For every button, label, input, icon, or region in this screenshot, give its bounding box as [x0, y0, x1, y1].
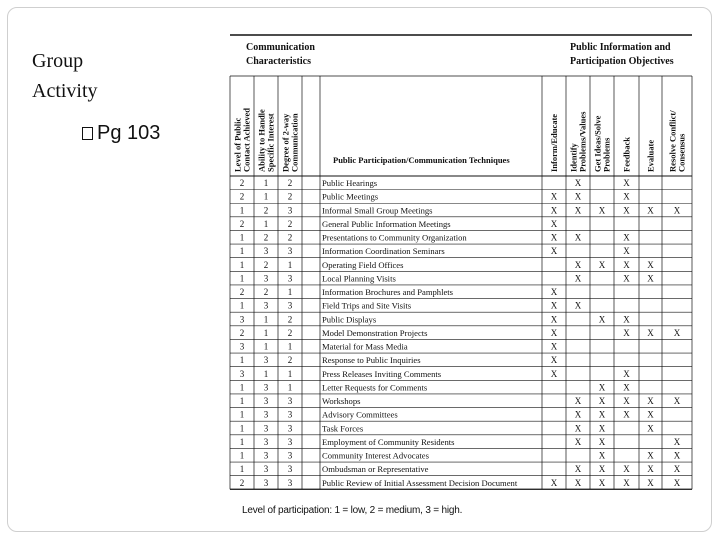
objective-mark: X: [647, 327, 654, 338]
objective-mark: X: [623, 396, 630, 407]
rating-cell: 3: [287, 464, 293, 475]
objective-header-5-line: Evaluate: [645, 139, 656, 172]
objective-mark: X: [647, 423, 654, 434]
characteristic-header-1: [233, 108, 252, 172]
characteristic-header-2-line: Specific Interest: [265, 113, 276, 172]
objective-mark: X: [623, 205, 630, 216]
technique-name: Workshops: [322, 396, 361, 407]
objective-mark: X: [550, 246, 558, 257]
characteristic-header-3-line: Degree of 2-way: [280, 113, 291, 172]
objective-mark: X: [598, 464, 606, 475]
technique-name: General Public Information Meetings: [322, 218, 451, 229]
rating-cell: 3: [263, 246, 269, 257]
objective-header-4-line: Feedback: [621, 137, 632, 172]
objective-header-4: [622, 137, 632, 172]
rating-cell: 1: [263, 327, 269, 338]
rating-cell: 1: [263, 191, 269, 202]
rating-cell: 3: [239, 341, 245, 352]
objective-mark: X: [574, 273, 582, 284]
objective-mark: X: [623, 409, 630, 420]
technique-name: Information Coordination Seminars: [322, 246, 445, 257]
rating-cell: 2: [239, 477, 245, 488]
objective-mark: X: [574, 191, 582, 202]
objective-mark: X: [574, 300, 582, 311]
objective-mark: X: [550, 355, 558, 366]
objective-mark: X: [623, 464, 630, 475]
rating-cell: 1: [239, 232, 245, 243]
characteristic-header-1-line: Level of Public: [232, 117, 243, 172]
objective-mark: X: [574, 205, 582, 216]
objective-mark: X: [623, 477, 630, 488]
objective-mark: X: [598, 436, 606, 447]
objective-mark: X: [550, 205, 558, 216]
objective-header-3: [593, 115, 612, 172]
rating-cell: 2: [287, 314, 293, 325]
rating-cell: 3: [263, 396, 269, 407]
table-footnote: Level of participation: 1 = low, 2 = medium, 3 = high.: [242, 505, 463, 516]
objective-mark: X: [598, 450, 606, 461]
rating-cell: 1: [239, 300, 245, 311]
technique-column-header: Public Participation/Communication Techniques: [333, 155, 510, 165]
objective-mark: X: [574, 436, 582, 447]
technique-name: Public Hearings: [322, 178, 378, 189]
rating-cell: 1: [287, 287, 293, 298]
rating-cell: 1: [239, 259, 245, 270]
rating-cell: 1: [239, 409, 245, 420]
rating-cell: 1: [287, 341, 293, 352]
objective-mark: X: [574, 259, 582, 270]
objective-header-5: [646, 140, 656, 172]
rating-cell: 3: [287, 423, 293, 434]
technique-name: Local Planning Visits: [322, 273, 396, 284]
characteristic-header-2: [257, 109, 276, 172]
rating-cell: 2: [239, 327, 245, 338]
rating-cell: 3: [263, 355, 269, 366]
technique-name: Community Interest Advocates: [322, 450, 429, 461]
title-line-2: Activity: [32, 80, 98, 102]
rating-cell: 1: [239, 423, 245, 434]
objective-mark: X: [623, 273, 630, 284]
characteristic-header-3-line: Communication: [289, 113, 300, 172]
objective-mark: X: [574, 477, 582, 488]
objective-mark: X: [647, 409, 654, 420]
rating-cell: 1: [239, 246, 245, 257]
objective-mark: X: [647, 464, 654, 475]
rating-cell: 2: [287, 355, 293, 366]
rating-cell: 2: [287, 218, 293, 229]
bullet-box-icon: [82, 127, 93, 140]
objective-mark: X: [623, 246, 630, 257]
objective-mark: X: [598, 259, 606, 270]
rating-cell: 1: [239, 355, 245, 366]
objective-mark: X: [550, 232, 558, 243]
rating-cell: 1: [239, 464, 245, 475]
rating-cell: 1: [239, 450, 245, 461]
objective-mark: X: [623, 368, 630, 379]
technique-name: Information Brochures and Pamphlets: [322, 287, 454, 298]
rating-cell: 1: [239, 273, 245, 284]
objective-mark: X: [574, 423, 582, 434]
objective-mark: X: [550, 341, 558, 352]
objective-header-6: [668, 110, 687, 172]
technique-name: Advisory Committees: [322, 409, 398, 420]
slide-title: [32, 46, 98, 106]
group-header-left-line1: Communication: [246, 42, 315, 53]
rating-cell: 1: [239, 205, 245, 216]
objective-header-2-line: Problems/Values: [577, 111, 588, 172]
rating-cell: 1: [263, 368, 269, 379]
group-header-right-line1: Public Information and: [570, 42, 671, 53]
objective-mark: X: [673, 327, 681, 338]
rating-cell: 2: [287, 232, 293, 243]
rating-cell: 3: [287, 450, 293, 461]
rating-cell: 2: [239, 178, 245, 189]
rating-cell: 3: [287, 396, 293, 407]
technique-name: Press Releases Inviting Comments: [322, 368, 442, 379]
rating-cell: 1: [263, 178, 269, 189]
rating-cell: 2: [263, 205, 269, 216]
objective-mark: X: [647, 205, 654, 216]
rating-cell: 2: [263, 259, 269, 270]
technique-name: Ombudsman or Representative: [322, 464, 429, 475]
objective-mark: X: [598, 396, 606, 407]
objective-mark: X: [550, 191, 558, 202]
rating-cell: 1: [287, 382, 293, 393]
objective-mark: X: [673, 477, 681, 488]
rating-cell: 2: [263, 287, 269, 298]
technique-name: Informal Small Group Meetings: [322, 205, 433, 216]
objective-mark: X: [574, 232, 582, 243]
technique-name: Public Displays: [322, 314, 377, 325]
rating-cell: 3: [263, 409, 269, 420]
rating-cell: 2: [287, 327, 293, 338]
objective-mark: X: [647, 259, 654, 270]
rating-cell: 3: [263, 450, 269, 461]
objective-mark: X: [623, 382, 630, 393]
rating-cell: 3: [263, 273, 269, 284]
rating-cell: 3: [263, 436, 269, 447]
objective-mark: X: [598, 314, 606, 325]
characteristic-header-2-line: Ability to Handle: [256, 109, 267, 172]
objective-mark: X: [574, 396, 582, 407]
technique-name: Presentations to Community Organization: [322, 232, 467, 243]
objective-header-2-line: Identify: [568, 143, 579, 172]
rating-cell: 2: [239, 287, 245, 298]
objective-mark: X: [598, 477, 606, 488]
rating-cell: 3: [287, 477, 293, 488]
technique-name: Public Meetings: [322, 191, 379, 202]
objective-mark: X: [550, 218, 558, 229]
objective-mark: X: [598, 409, 606, 420]
rating-cell: 2: [263, 232, 269, 243]
objective-mark: X: [574, 409, 582, 420]
bullet-item: [82, 122, 160, 145]
objective-header-6-line: Resolve Conflict/: [667, 110, 678, 172]
technique-name: Public Review of Initial Assessment Decision Document: [322, 477, 518, 488]
rating-cell: 1: [263, 314, 269, 325]
objective-header-2: [569, 111, 588, 172]
table-grid: [212, 31, 704, 501]
technique-name: Material for Mass Media: [322, 341, 408, 352]
objective-header-3-line: Get Ideas/Solve: [592, 115, 603, 172]
objective-mark: X: [598, 205, 606, 216]
rating-cell: 2: [287, 191, 293, 202]
characteristic-header-3: [281, 113, 300, 172]
objective-header-1: [549, 114, 559, 172]
rating-cell: 1: [287, 368, 293, 379]
rating-cell: 3: [263, 300, 269, 311]
rating-cell: 2: [287, 178, 293, 189]
objective-mark: X: [673, 396, 681, 407]
rating-cell: 3: [287, 300, 293, 311]
characteristic-header-1-line: Contact Achieved: [241, 108, 252, 172]
rating-cell: 1: [263, 341, 269, 352]
objective-mark: X: [673, 450, 681, 461]
technique-name: Operating Field Offices: [322, 259, 404, 270]
objective-mark: X: [623, 232, 630, 243]
objective-mark: X: [623, 191, 630, 202]
technique-name: Response to Public Inquiries: [322, 355, 421, 366]
rating-cell: 1: [239, 382, 245, 393]
technique-name: Letter Requests for Comments: [322, 382, 428, 393]
objective-mark: X: [550, 368, 558, 379]
rating-cell: 3: [239, 314, 245, 325]
rating-cell: 3: [263, 464, 269, 475]
bullet-text: Pg 103: [97, 122, 161, 144]
objective-header-3-line: Problems: [601, 137, 612, 172]
objective-mark: X: [623, 178, 630, 189]
objective-header-6-line: Consensus: [676, 133, 687, 172]
objective-mark: X: [550, 314, 558, 325]
objective-mark: X: [550, 327, 558, 338]
rating-cell: 3: [287, 409, 293, 420]
rating-cell: 3: [287, 436, 293, 447]
objective-mark: X: [550, 287, 558, 298]
rating-cell: 3: [287, 246, 293, 257]
objective-mark: X: [647, 477, 654, 488]
objective-mark: X: [647, 450, 654, 461]
technique-name: Task Forces: [322, 423, 364, 434]
objective-mark: X: [673, 436, 681, 447]
rating-cell: 1: [239, 436, 245, 447]
rating-cell: 3: [239, 368, 245, 379]
techniques-table-image: [212, 31, 704, 526]
objective-mark: X: [574, 464, 582, 475]
objective-mark: X: [623, 259, 630, 270]
objective-mark: X: [647, 396, 654, 407]
rating-cell: 1: [239, 396, 245, 407]
objective-mark: X: [647, 273, 654, 284]
objective-mark: X: [598, 423, 606, 434]
objective-mark: X: [550, 300, 558, 311]
objective-header-1-line: Inform/Educate: [549, 113, 559, 172]
objective-mark: X: [598, 382, 606, 393]
technique-name: Model Demonstration Projects: [322, 327, 428, 338]
rating-cell: 2: [239, 191, 245, 202]
group-header-right-line2: Participation Objectives: [570, 56, 674, 67]
objective-mark: X: [623, 327, 630, 338]
objective-mark: X: [623, 314, 630, 325]
rating-cell: 3: [287, 273, 293, 284]
objective-mark: X: [673, 205, 681, 216]
rating-cell: 3: [263, 382, 269, 393]
rating-cell: 2: [239, 218, 245, 229]
technique-name: Employment of Community Residents: [322, 436, 455, 447]
rating-cell: 3: [263, 477, 269, 488]
objective-mark: X: [574, 178, 582, 189]
rating-cell: 3: [287, 205, 293, 216]
title-line-1: Group: [32, 50, 84, 72]
group-header-left-line2: Characteristics: [246, 56, 311, 67]
rating-cell: 1: [287, 259, 293, 270]
rating-cell: 3: [263, 423, 269, 434]
objective-mark: X: [550, 477, 558, 488]
objective-mark: X: [673, 464, 681, 475]
rating-cell: 1: [263, 218, 269, 229]
technique-name: Field Trips and Site Visits: [322, 300, 412, 311]
